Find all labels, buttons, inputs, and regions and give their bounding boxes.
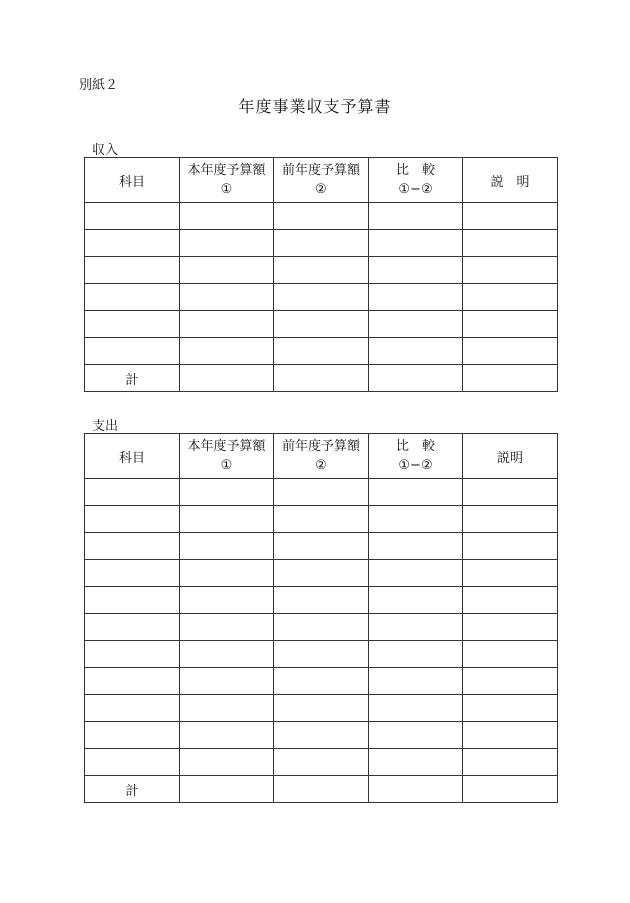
cell[interactable] <box>274 668 369 695</box>
cell[interactable] <box>85 284 180 311</box>
cell[interactable] <box>369 338 463 365</box>
expense-compare-formula: ①−② <box>398 458 433 473</box>
cell[interactable] <box>463 614 558 641</box>
cell[interactable] <box>463 311 558 338</box>
cell[interactable] <box>463 560 558 587</box>
cell[interactable] <box>463 722 558 749</box>
income-row <box>85 230 558 257</box>
cell[interactable] <box>274 587 369 614</box>
cell[interactable] <box>85 749 180 776</box>
cell[interactable] <box>180 641 274 668</box>
expense-total-row <box>85 776 558 803</box>
expense-previous-budget-label: 前年度予算額 <box>281 439 360 454</box>
cell[interactable] <box>180 749 274 776</box>
cell[interactable] <box>180 533 274 560</box>
cell[interactable] <box>369 479 463 506</box>
cell[interactable] <box>463 587 558 614</box>
cell[interactable] <box>180 479 274 506</box>
cell[interactable] <box>274 506 369 533</box>
expense-row <box>85 506 558 533</box>
cell[interactable] <box>180 668 274 695</box>
cell[interactable] <box>85 506 180 533</box>
cell[interactable] <box>180 506 274 533</box>
income-table <box>84 157 558 392</box>
income-section-label: 収入 <box>92 143 119 158</box>
income-col-compare <box>369 158 463 203</box>
cell[interactable] <box>85 479 180 506</box>
cell[interactable] <box>369 722 463 749</box>
cell[interactable] <box>180 365 274 392</box>
cell[interactable] <box>274 479 369 506</box>
cell[interactable] <box>85 203 180 230</box>
cell[interactable] <box>180 257 274 284</box>
expense-row <box>85 587 558 614</box>
expense-row <box>85 479 558 506</box>
cell[interactable] <box>180 338 274 365</box>
expense-row <box>85 668 558 695</box>
cell[interactable] <box>463 257 558 284</box>
cell[interactable] <box>463 749 558 776</box>
expense-total-label: 計 <box>85 776 180 803</box>
cell[interactable] <box>463 230 558 257</box>
expense-table <box>84 433 558 803</box>
cell[interactable] <box>85 230 180 257</box>
cell[interactable] <box>369 257 463 284</box>
expense-col-previous-budget <box>274 434 369 479</box>
income-previous-budget-label: 前年度予算額 <box>281 163 360 178</box>
cell[interactable] <box>274 695 369 722</box>
expense-current-budget-label: 本年度予算額 <box>187 439 266 454</box>
income-current-budget-label: 本年度予算額 <box>187 163 266 178</box>
income-compare-formula: ①−② <box>398 182 433 197</box>
income-row <box>85 338 558 365</box>
cell[interactable] <box>85 695 180 722</box>
cell[interactable] <box>463 338 558 365</box>
income-col-description: 説 明 <box>463 158 558 203</box>
income-total-row <box>85 365 558 392</box>
cell[interactable] <box>369 641 463 668</box>
cell[interactable] <box>463 695 558 722</box>
cell[interactable] <box>369 311 463 338</box>
expense-compare-label: 比 較 <box>395 439 435 454</box>
income-col-previous-budget <box>274 158 369 203</box>
expense-col-description: 説明 <box>463 434 558 479</box>
cell[interactable] <box>369 506 463 533</box>
income-row <box>85 284 558 311</box>
expense-row <box>85 614 558 641</box>
expense-row <box>85 749 558 776</box>
cell[interactable] <box>85 587 180 614</box>
cell[interactable] <box>463 365 558 392</box>
expense-row <box>85 722 558 749</box>
cell[interactable] <box>85 614 180 641</box>
expense-row <box>85 695 558 722</box>
income-total-label: 計 <box>85 365 180 392</box>
cell[interactable] <box>369 230 463 257</box>
cell[interactable] <box>274 230 369 257</box>
cell[interactable] <box>85 722 180 749</box>
cell[interactable] <box>463 533 558 560</box>
cell[interactable] <box>180 203 274 230</box>
cell[interactable] <box>369 365 463 392</box>
cell[interactable] <box>274 311 369 338</box>
cell[interactable] <box>463 506 558 533</box>
annex-label: 別紙２ <box>79 78 119 93</box>
cell[interactable] <box>369 284 463 311</box>
cell[interactable] <box>369 749 463 776</box>
cell[interactable] <box>180 311 274 338</box>
cell[interactable] <box>180 587 274 614</box>
document-title: 年度事業収支予算書 <box>238 97 392 116</box>
expense-previous-mark: ② <box>315 458 327 473</box>
income-row <box>85 203 558 230</box>
cell[interactable] <box>274 533 369 560</box>
expense-header-row <box>85 434 558 479</box>
cell[interactable] <box>85 533 180 560</box>
cell[interactable] <box>85 311 180 338</box>
cell[interactable] <box>274 257 369 284</box>
cell[interactable] <box>369 203 463 230</box>
cell[interactable] <box>274 614 369 641</box>
expense-col-current-budget <box>180 434 274 479</box>
cell[interactable] <box>85 257 180 284</box>
cell[interactable] <box>463 641 558 668</box>
income-col-subject: 科目 <box>85 158 180 203</box>
cell[interactable] <box>369 533 463 560</box>
cell[interactable] <box>85 560 180 587</box>
income-row <box>85 257 558 284</box>
cell[interactable] <box>180 722 274 749</box>
cell[interactable] <box>463 776 558 803</box>
expense-row <box>85 533 558 560</box>
cell[interactable] <box>274 722 369 749</box>
cell[interactable] <box>369 776 463 803</box>
cell[interactable] <box>180 230 274 257</box>
cell[interactable] <box>369 668 463 695</box>
cell[interactable] <box>180 776 274 803</box>
expense-current-mark: ① <box>220 458 233 473</box>
cell[interactable] <box>274 203 369 230</box>
cell[interactable] <box>274 749 369 776</box>
cell[interactable] <box>274 776 369 803</box>
cell[interactable] <box>274 338 369 365</box>
income-row <box>85 311 558 338</box>
cell[interactable] <box>274 641 369 668</box>
cell[interactable] <box>180 560 274 587</box>
expense-section-label: 支出 <box>92 419 119 434</box>
cell[interactable] <box>180 284 274 311</box>
income-previous-mark: ② <box>315 182 327 197</box>
income-compare-label: 比 較 <box>395 163 435 178</box>
cell[interactable] <box>463 203 558 230</box>
cell[interactable] <box>274 284 369 311</box>
cell[interactable] <box>180 695 274 722</box>
income-col-current-budget <box>180 158 274 203</box>
cell[interactable] <box>180 614 274 641</box>
cell[interactable] <box>369 560 463 587</box>
expense-row <box>85 641 558 668</box>
cell[interactable] <box>369 614 463 641</box>
cell[interactable] <box>85 668 180 695</box>
cell[interactable] <box>85 338 180 365</box>
cell[interactable] <box>463 668 558 695</box>
expense-col-compare <box>369 434 463 479</box>
cell[interactable] <box>85 641 180 668</box>
cell[interactable] <box>369 695 463 722</box>
cell[interactable] <box>463 284 558 311</box>
cell[interactable] <box>463 479 558 506</box>
cell[interactable] <box>369 587 463 614</box>
expense-row <box>85 560 558 587</box>
income-current-mark: ① <box>220 182 233 197</box>
cell[interactable] <box>274 560 369 587</box>
income-header-row <box>85 158 558 203</box>
cell[interactable] <box>274 365 369 392</box>
expense-col-subject: 科目 <box>85 434 180 479</box>
